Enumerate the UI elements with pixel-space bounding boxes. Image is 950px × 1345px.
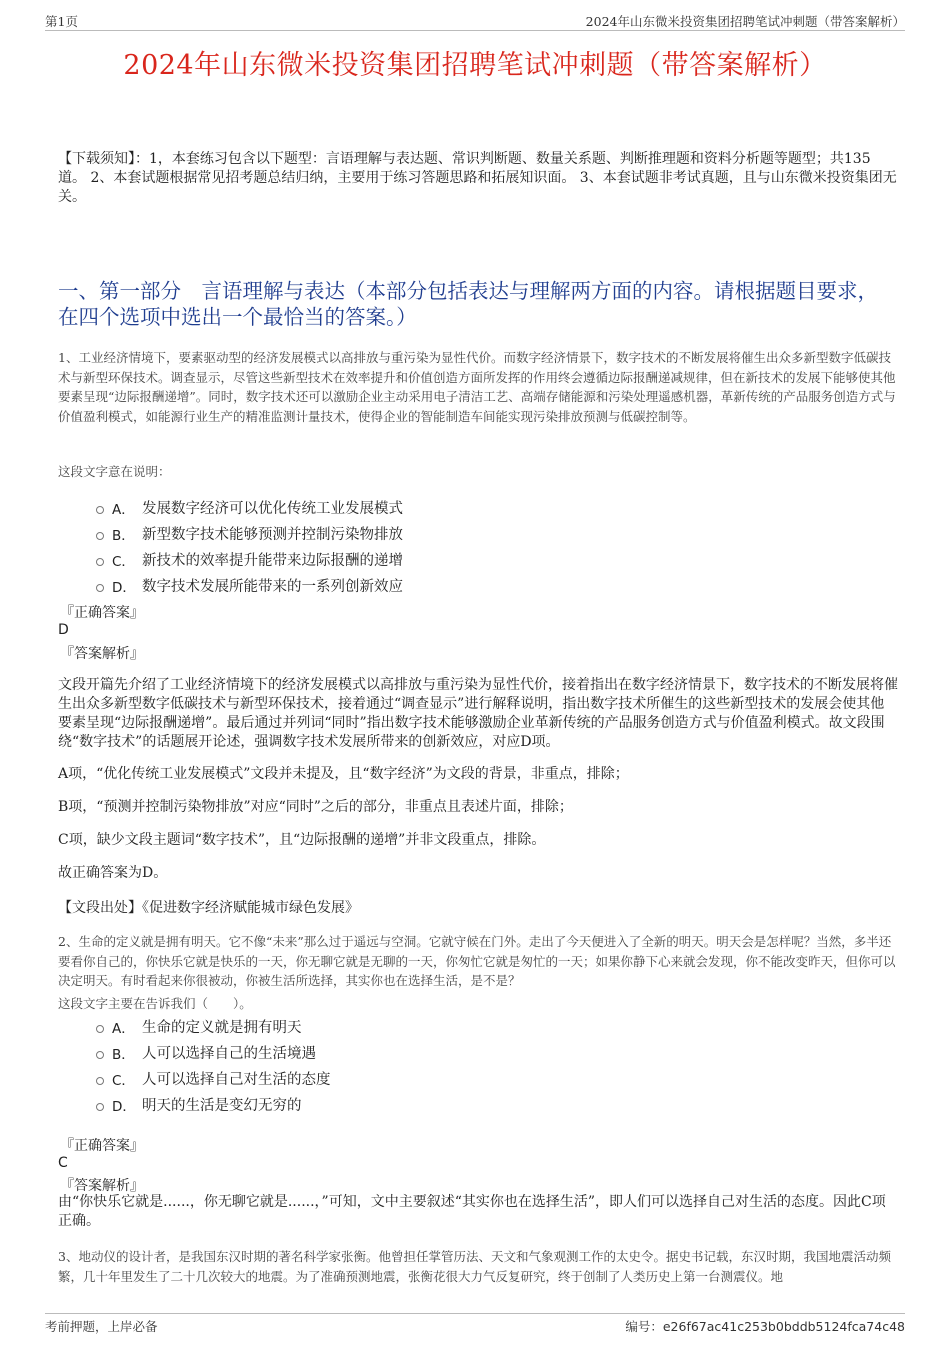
option-text: 数字技术发展所能带来的一系列创新效应: [142, 579, 403, 595]
radio-icon[interactable]: [96, 506, 104, 514]
q1-option-a[interactable]: [96, 497, 403, 518]
q1-answer-value: D: [58, 622, 69, 638]
option-text: 明天的生活是变幻无穷的: [142, 1098, 302, 1114]
option-letter: C．: [112, 1072, 135, 1089]
q1-note-c: C项，缺少文段主题词“数字技术”，且“边际报酬的递增”并非文段重点，排除。: [58, 832, 546, 848]
option-letter: B．: [112, 527, 135, 544]
option-text: 新技术的效率提升能带来边际报酬的递增: [142, 553, 403, 569]
q1-option-c[interactable]: [96, 549, 403, 570]
option-letter: D．: [112, 579, 136, 596]
question-1-prompt: 这段文字意在说明：: [58, 464, 171, 479]
q1-note-b: B项，“预测并控制污染物排放”对应“同时”之后的部分，非重点且表述片面，排除；: [58, 799, 573, 815]
q2-answer-value: C: [58, 1155, 68, 1171]
q2-option-b[interactable]: [96, 1042, 316, 1063]
q1-analysis-label: 『答案解析』: [60, 646, 144, 662]
page-footer: [45, 1313, 905, 1332]
option-letter: A．: [112, 501, 135, 518]
radio-icon[interactable]: [96, 558, 104, 566]
radio-icon[interactable]: [96, 1051, 104, 1059]
page-number: 第1页: [45, 14, 78, 29]
download-notice: 【下载须知】：1，本套练习包含以下题型：言语理解与表达题、常识判断题、数量关系题、判断推理题和资料分析题等题型；共135道。 2、本套试题根据常见招考题总结归纳，主要用于练习答题思路和拓展知识面。 3、本套试题非考试真题，且与山东微米投资集团无关。: [58, 151, 897, 205]
option-text: 生命的定义就是拥有明天: [142, 1020, 302, 1036]
q1-analysis: 文段开篇先介绍了工业经济情境下的经济发展模式以高排放与重污染为显性代价，接着指出在数字经济情景下，数字技术的不断发展将催生出众多新型数字低碳技术与新型环保技术，接着通过“调查显示”进行解释说明，指出数字技术所催生的这些新型技术的发展会使其他要素呈现“边际报酬递增”。最后通过并列词“同时”指出数字技术能够激励企业革新传统的产品服务创造方式与价值盈利模式。故文段围绕“数字技术”的话题展开论述，强调数字技术发展所带来的创新效应，对应D项。: [58, 677, 898, 750]
option-letter: A．: [112, 1020, 135, 1037]
option-letter: B．: [112, 1046, 135, 1063]
radio-icon[interactable]: [96, 1103, 104, 1111]
question-3-stem: 3、地动仪的设计者，是我国东汉时期的著名科学家张衡。他曾担任掌管历法、天文和气象观测工作的太史令。据史书记载，东汉时期，我国地震活动频繁，几十年里发生了二十几次较大的地震。为了准确预测地震，张衡花很大力气反复研究，终于创制了人类历史上第一台测震仪。地: [58, 1249, 891, 1284]
q1-conclusion: 故正确答案为D。: [58, 865, 168, 881]
q2-analysis: 由“你快乐它就是......，你无聊它就是......，”可知，文中主要叙述“其实你也在选择生活”，即人们可以选择自己对生活的态度。因此C项正确。: [58, 1194, 886, 1229]
q2-answer-label: 『正确答案』: [60, 1138, 144, 1154]
radio-icon[interactable]: [96, 532, 104, 540]
question-2-prompt: 这段文字主要在告诉我们（ ）。: [58, 996, 252, 1011]
document-title: 2024年山东微米投资集团招聘笔试冲刺题（带答案解析）: [123, 50, 827, 81]
question-2-stem: 2、生命的定义就是拥有明天。它不像“未来”那么过于遥远与空洞。它就守候在门外。走出了今天便进入了全新的明天。明天会是怎样呢？当然，多半还要看你自己的，你快乐它就是快乐的一天，你无聊它就是无聊的一天，你匆忙它就是匆忙的一天；如果你静下心来就会发现，你不能改变昨天，但你可以决定明天。有时看起来你很被动，你被生活所选择，其实你也在选择生活，是不是？: [58, 934, 896, 988]
q1-answer-label: 『正确答案』: [60, 605, 144, 621]
q1-option-b[interactable]: [96, 523, 403, 544]
option-letter: C．: [112, 553, 135, 570]
footer-code: [625, 1317, 905, 1335]
option-text: 发展数字经济可以优化传统工业发展模式: [142, 501, 403, 517]
q1-option-d[interactable]: [96, 575, 403, 596]
option-text: 人可以选择自己的生活境遇: [142, 1046, 316, 1062]
q1-note-a: A项，“优化传统工业发展模式”文段并未提及，且“数字经济”为文段的背景，非重点，排除；: [58, 766, 629, 782]
radio-icon[interactable]: [96, 1025, 104, 1033]
q2-option-a[interactable]: [96, 1016, 302, 1037]
footer-code-value: e26f67ac41c253b0bddb5124fca74c48: [662, 1319, 905, 1334]
page-header: [45, 10, 905, 31]
header-doc-title: 2024年山东微米投资集团招聘笔试冲刺题（带答案解析）: [585, 14, 905, 29]
q2-analysis-label: 『答案解析』: [60, 1178, 144, 1194]
footer-code-label: 编号：: [625, 1319, 663, 1334]
footer-slogan: 考前押题，上岸必备: [45, 1319, 158, 1334]
q2-option-d[interactable]: [96, 1094, 302, 1115]
question-1-stem: 1、工业经济情境下，要素驱动型的经济发展模式以高排放与重污染为显性代价。而数字经济情景下，数字技术的不断发展将催生出众多新型数字低碳技术与新型环保技术。调查显示，尽管这些新型技术在效率提升和价值创造方面所发挥的作用终会遵循边际报酬递减规律，但在新技术的发展下能够使其他要素呈现“边际报酬递增”。同时，数字技术还可以激励企业主动采用电子清洁工艺、高端存储能源和污染处理遥感机器，革新传统的产品服务创造方式与价值盈利模式，如能源行业生产的精准监测计量技术，使得企业的智能制造车间能实现污染排放预测与低碳控制等。: [58, 350, 896, 424]
section-heading: 一、第一部分 言语理解与表达（本部分包括表达与理解两方面的内容。请根据题目要求，在四个选项中选出一个最恰当的答案。）: [58, 279, 878, 329]
option-text: 新型数字技术能够预测并控制污染物排放: [142, 527, 403, 543]
radio-icon[interactable]: [96, 584, 104, 592]
radio-icon[interactable]: [96, 1077, 104, 1085]
option-letter: D．: [112, 1098, 136, 1115]
q2-option-c[interactable]: [96, 1068, 331, 1089]
option-text: 人可以选择自己对生活的态度: [142, 1072, 331, 1088]
q1-source: 【文段出处】《促进数字经济赋能城市绿色发展》: [58, 900, 359, 916]
